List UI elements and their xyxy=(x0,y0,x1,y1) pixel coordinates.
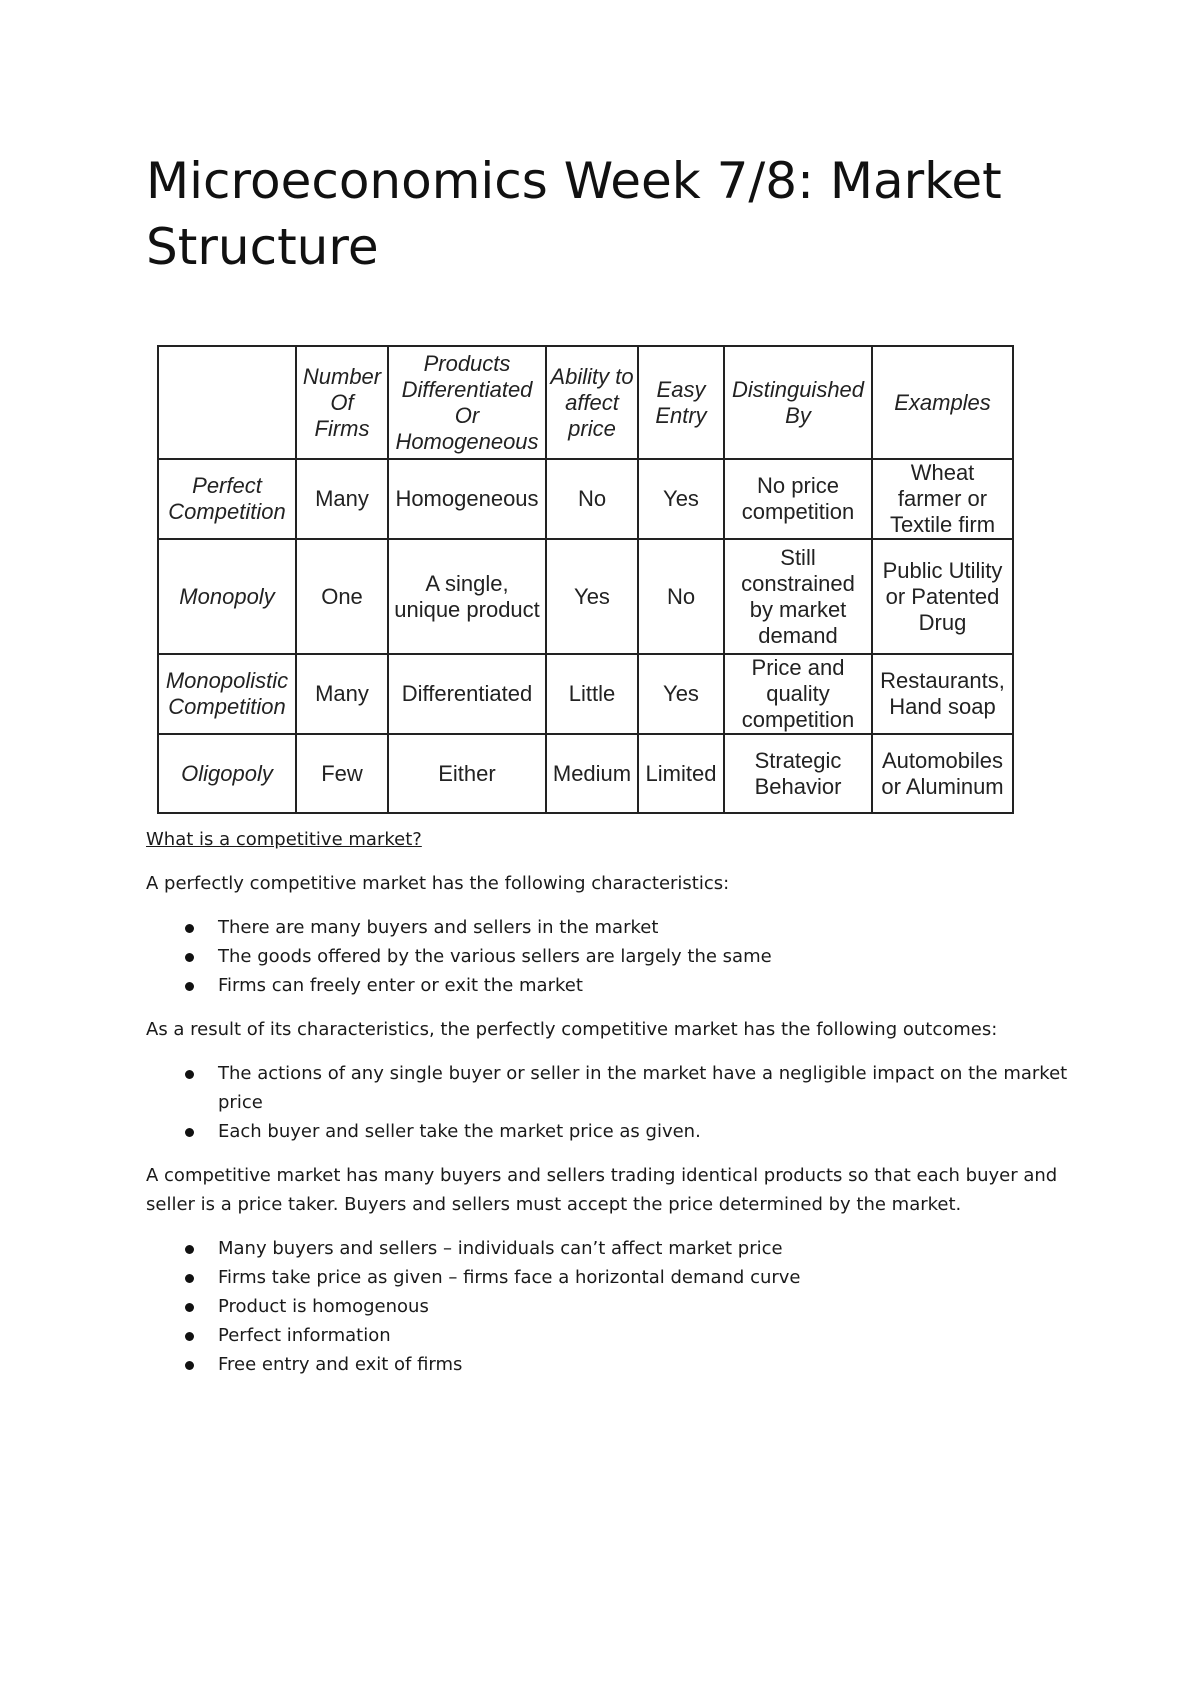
row-label: Perfect Competition xyxy=(158,459,296,539)
table-cell: Many xyxy=(296,459,388,539)
list-item-text: Free entry and exit of firms xyxy=(218,1354,463,1375)
header-easy-entry: Easy Entry xyxy=(638,346,724,459)
row-label: Monopoly xyxy=(158,539,296,654)
header-number-of-firms: Number Of Firms xyxy=(296,346,388,459)
table-cell: No xyxy=(638,539,724,654)
bullet-icon xyxy=(185,924,194,933)
table-cell: Either xyxy=(388,734,546,813)
characteristics-list xyxy=(146,913,1076,1000)
list-item xyxy=(218,971,1076,1000)
row-label: Monopolistic Competition xyxy=(158,654,296,734)
table-cell: A single, unique product xyxy=(388,539,546,654)
competitive-market-definition: A competitive market has many buyers and sellers trading identical products so that each buyer and seller is a price taker. Buyers and sellers must accept the price determined by the market. xyxy=(146,1165,1058,1215)
list-item-text: The goods offered by the various sellers are largely the same xyxy=(218,946,772,967)
table-cell: Homogeneous xyxy=(388,459,546,539)
table-cell: Few xyxy=(296,734,388,813)
bullet-icon xyxy=(185,982,194,991)
table-cell: Medium xyxy=(546,734,638,813)
table-cell: Automobiles or Aluminum xyxy=(872,734,1013,813)
market-structure-table xyxy=(157,345,1014,814)
list-item xyxy=(218,1292,1076,1321)
header-examples: Examples xyxy=(872,346,1013,459)
table-cell: Public Utility or Patented Drug xyxy=(872,539,1013,654)
document-body xyxy=(146,825,1076,1394)
list-item xyxy=(218,942,1076,971)
list-item xyxy=(218,1117,1076,1146)
table-cell: Differentiated xyxy=(388,654,546,734)
bullet-icon xyxy=(185,1332,194,1341)
list-item xyxy=(218,1350,1076,1379)
table-cell: Little xyxy=(546,654,638,734)
table-cell: No xyxy=(546,459,638,539)
list-item-text: Firms can freely enter or exit the market xyxy=(218,975,583,996)
table-corner-cell xyxy=(158,346,296,459)
outcomes-intro: As a result of its characteristics, the perfectly competitive market has the following outcomes: xyxy=(146,1019,998,1040)
table-cell: Yes xyxy=(546,539,638,654)
table-row xyxy=(158,734,1013,813)
list-item-text: Perfect information xyxy=(218,1325,391,1346)
list-item-text: Each buyer and seller take the market price as given. xyxy=(218,1121,701,1142)
table-cell: No price competition xyxy=(724,459,872,539)
bullet-icon xyxy=(185,1303,194,1312)
summary-list xyxy=(146,1234,1076,1379)
table-header-row xyxy=(158,346,1013,459)
list-item xyxy=(218,1234,1076,1263)
table-cell: Wheat farmer or Textile firm xyxy=(872,459,1013,539)
table-row xyxy=(158,654,1013,734)
table-cell: Still constrained by market demand xyxy=(724,539,872,654)
table-cell: Restaurants, Hand soap xyxy=(872,654,1013,734)
header-distinguished-by: Distinguished By xyxy=(724,346,872,459)
list-item xyxy=(218,1321,1076,1350)
header-products: Products Differentiated Or Homogeneous xyxy=(388,346,546,459)
section-heading: What is a competitive market? xyxy=(146,829,422,850)
list-item-text: The actions of any single buyer or seller in the market have a negligible impact on the market price xyxy=(218,1063,1068,1113)
bullet-icon xyxy=(185,1274,194,1283)
row-label: Oligopoly xyxy=(158,734,296,813)
bullet-icon xyxy=(185,1128,194,1137)
list-item xyxy=(218,1263,1076,1292)
table-cell: Many xyxy=(296,654,388,734)
bullet-icon xyxy=(185,953,194,962)
characteristics-intro: A perfectly competitive market has the following characteristics: xyxy=(146,873,730,894)
list-item xyxy=(218,913,1076,942)
bullet-icon xyxy=(185,1245,194,1254)
table-cell: One xyxy=(296,539,388,654)
table-row xyxy=(158,539,1013,654)
table-cell: Price and quality competition xyxy=(724,654,872,734)
list-item-text: Firms take price as given – firms face a horizontal demand curve xyxy=(218,1267,801,1288)
table-cell: Yes xyxy=(638,459,724,539)
header-ability-to-affect-price: Ability to affect price xyxy=(546,346,638,459)
table-cell: Limited xyxy=(638,734,724,813)
list-item-text: There are many buyers and sellers in the market xyxy=(218,917,659,938)
page-title: Microeconomics Week 7/8: Market Structure xyxy=(146,152,1002,276)
list-item xyxy=(218,1059,1076,1117)
table-row xyxy=(158,459,1013,539)
bullet-icon xyxy=(185,1070,194,1079)
list-item-text: Many buyers and sellers – individuals can’t affect market price xyxy=(218,1238,783,1259)
list-item-text: Product is homogenous xyxy=(218,1296,429,1317)
outcomes-list xyxy=(146,1059,1076,1146)
table-cell: Yes xyxy=(638,654,724,734)
table-cell: Strategic Behavior xyxy=(724,734,872,813)
bullet-icon xyxy=(185,1361,194,1370)
